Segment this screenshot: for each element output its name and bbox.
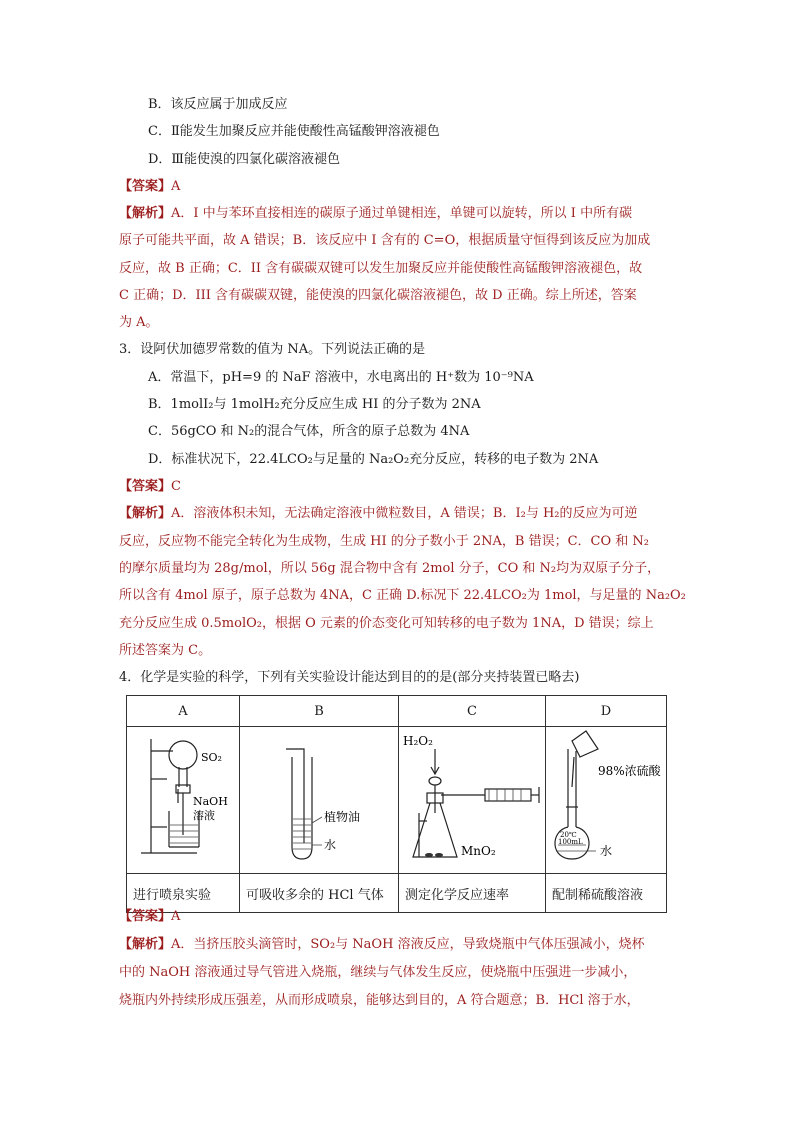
label-solution: 溶液 bbox=[193, 809, 215, 822]
q3-analysis-line: 充分反应生成 0.5molO₂，根据 O 元素的价态变化可知转移的电子数为 1NA，D 错误；综上 bbox=[119, 616, 654, 631]
fountain-apparatus-diagram bbox=[127, 727, 239, 869]
answer-value: A bbox=[171, 179, 181, 194]
q2-option-d: D．Ⅲ能使溴的四氯化碳溶液褪色 bbox=[148, 152, 340, 167]
answer-value: C bbox=[171, 479, 181, 494]
q2-option-c: C．Ⅱ能发生加聚反应并能使酸性高锰酸钾溶液褪色 bbox=[148, 124, 440, 139]
label-conc-acid: 98%浓硫酸 bbox=[598, 764, 661, 778]
analysis-tag: 【解析】 bbox=[119, 937, 172, 952]
q3-analysis-line: 所以含有 4mol 原子，原子总数为 4NA，C 正确 D.标况下 22.4LCO₂为 1mol，与足量的 Na₂O₂ bbox=[119, 588, 686, 603]
q2-analysis-line: C 正确；D．III 含有碳碳双键，能使溴的四氯化碳溶液褪色，故 D 正确。综上所述，答案 bbox=[119, 288, 637, 303]
label-naoh: NaOH bbox=[193, 795, 228, 808]
q3-option-a: A．常温下，pH=9 的 NaF 溶液中，水电离出的 H⁺数为 10⁻⁹NA bbox=[148, 370, 534, 385]
q3-analysis-line: 所述答案为 C。 bbox=[119, 643, 212, 658]
q3-option-b: B．1molI₂与 1molH₂充分反应生成 HI 的分子数为 2NA bbox=[148, 397, 481, 412]
q3-answer bbox=[119, 479, 181, 495]
apparatus-d bbox=[546, 727, 667, 874]
q2-option-b: B．该反应属于加成反应 bbox=[148, 97, 288, 112]
q2-analysis-line: 反应，故 B 正确；C．II 含有碳碳双键可以发生加聚反应并能使酸性高锰酸钾溶液褪色，故 bbox=[119, 261, 643, 276]
col-header-d: D bbox=[546, 696, 667, 727]
label-water: 水 bbox=[324, 838, 337, 852]
q4-analysis-line: 中的 NaOH 溶液通过导气管进入烧瓶，继续与气体发生反应，使烧瓶中压强进一步减小， bbox=[119, 965, 637, 980]
q4-analysis-line: 【解析】A．当挤压胶头滴管时，SO₂与 NaOH 溶液反应，导致烧瓶中气体压强减小，烧杯 bbox=[119, 937, 645, 952]
col-header-c: C bbox=[399, 696, 546, 727]
answer-tag: 【答案】 bbox=[119, 909, 172, 924]
q3-stem: 3．设阿伏加德罗常数的值为 NA。下列说法正确的是 bbox=[119, 342, 426, 357]
caption-c: 测定化学反应速率 bbox=[399, 874, 546, 913]
dilution-diagram bbox=[546, 727, 666, 869]
label-temperature: 20℃ bbox=[560, 831, 577, 839]
apparatus-b bbox=[240, 727, 399, 874]
q3-analysis-line: 的摩尔质量均为 28g/mol，所以 56g 混合物中含有 2mol 分子，CO 和 N₂均为双原子分子， bbox=[119, 561, 661, 576]
experiment-table bbox=[126, 695, 667, 913]
label-plant-oil: 植物油 bbox=[324, 810, 361, 824]
reaction-rate-diagram bbox=[399, 727, 545, 869]
col-header-b: B bbox=[240, 696, 399, 727]
col-header-a: A bbox=[127, 696, 240, 727]
q3-option-c: C．56gCO 和 N₂的混合气体，所含的原子总数为 4NA bbox=[148, 424, 470, 439]
answer-tag: 【答案】 bbox=[119, 179, 172, 194]
q4-stem: 4．化学是实验的科学，下列有关实验设计能达到目的的是(部分夹持装置已略去) bbox=[119, 670, 580, 685]
label-water: 水 bbox=[600, 844, 613, 858]
caption-d: 配制稀硫酸溶液 bbox=[546, 874, 667, 913]
analysis-tag: 【解析】 bbox=[119, 206, 172, 221]
q3-analysis-line: 【解析】A．溶液体积未知，无法确定溶液中微粒数目，A 错误；B．I₂与 H₂的反应为可逆 bbox=[119, 506, 638, 521]
label-mno2: MnO₂ bbox=[461, 844, 496, 858]
apparatus-a bbox=[127, 727, 240, 874]
q2-answer bbox=[119, 179, 180, 195]
label-volume: 100mL bbox=[558, 838, 583, 846]
label-so2: SO₂ bbox=[201, 751, 222, 764]
q4-analysis-line: 烧瓶内外持续形成压强差，从而形成喷泉，能够达到目的，A 符合题意；B．HCl 溶于水， bbox=[119, 993, 640, 1008]
caption-a: 进行喷泉实验 bbox=[127, 874, 240, 913]
answer-value: A bbox=[171, 909, 181, 924]
gas-absorption-diagram bbox=[240, 727, 398, 869]
q3-option-d: D．标准状况下，22.4LCO₂与足量的 Na₂O₂充分反应，转移的电子数为 2NA bbox=[148, 452, 599, 467]
q2-analysis-line: 【解析】A．I 中与苯环直接相连的碳原子通过单键相连，单键可以旋转，所以 I 中所有碳 bbox=[119, 206, 633, 221]
answer-tag: 【答案】 bbox=[119, 479, 172, 494]
q2-analysis-line: 原子可能共平面，故 A 错误；B．该反应中 I 含有的 C=O，根据质量守恒得到该反应为加成 bbox=[119, 233, 651, 248]
label-h2o2: H₂O₂ bbox=[403, 734, 433, 748]
caption-b: 可吸收多余的 HCl 气体 bbox=[240, 874, 399, 913]
q3-analysis-line: 反应，反应物不能完全转化为生成物，生成 HI 的分子数小于 2NA，B 错误；C．CO 和 N₂ bbox=[119, 534, 649, 549]
analysis-tag: 【解析】 bbox=[119, 506, 172, 521]
q2-analysis-line: 为 A。 bbox=[119, 315, 159, 330]
q4-answer bbox=[119, 909, 180, 925]
apparatus-c bbox=[399, 727, 546, 874]
